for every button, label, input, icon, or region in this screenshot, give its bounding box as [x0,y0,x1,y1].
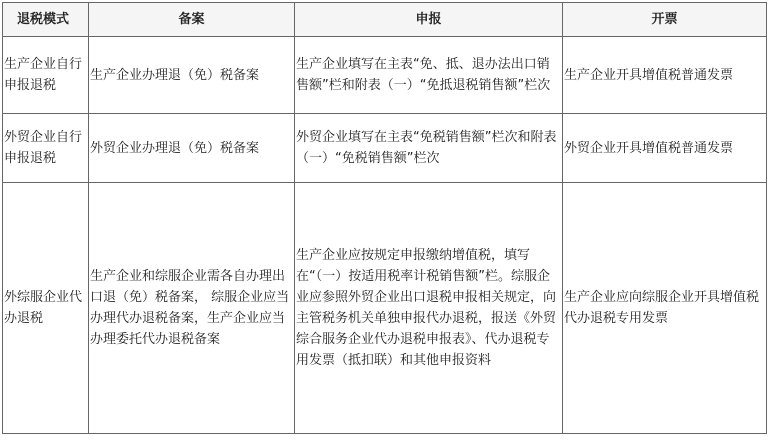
header-refund-mode: 退税模式 [3,3,89,37]
cell-mode: 外综服企业代办退税 [3,183,89,434]
cell-invoice: 生产企业开具增值税普通发票 [563,37,767,114]
cell-filing: 外贸企业办理退（免）税备案 [89,114,295,183]
table-row [3,37,767,114]
cell-filing: 生产企业和综服企业需各自办理出口退（免）税备案， 综服企业应当办理代办退税备案，生产企业应当办理委托代办退税备案 [89,183,295,434]
tax-refund-mode-table [2,2,767,434]
cell-invoice: 生产企业应向综服企业开具增值税代办退税专用发票 [563,183,767,434]
cell-mode: 生产企业自行申报退税 [3,37,89,114]
cell-declaration: 生产企业应按规定申报缴纳增值税，填写在“（一）按适用税率计税销售额”栏。综服企业应参照外贸企业出口退税申报相关规定，向主管税务机关单独申报代办退税，报送《外贸综合服务企业代办退税申报表》、代办退税专用发票（抵扣联）和其他申报资料 [295,183,563,434]
header-filing: 备案 [89,3,295,37]
cell-declaration: 生产企业填写在主表“免、抵、退办法出口销售额”栏和附表（一）“免抵退税销售额”栏次 [295,37,563,114]
header-row [3,3,767,37]
cell-invoice: 外贸企业开具增值税普通发票 [563,114,767,183]
header-invoicing: 开票 [563,3,767,37]
table-row [3,183,767,434]
cell-mode: 外贸企业自行申报退税 [3,114,89,183]
header-declaration: 申报 [295,3,563,37]
cell-declaration: 外贸企业填写在主表“免税销售额”栏次和附表（一）“免税销售额”栏次 [295,114,563,183]
cell-filing: 生产企业办理退（免）税备案 [89,37,295,114]
table-row [3,114,767,183]
